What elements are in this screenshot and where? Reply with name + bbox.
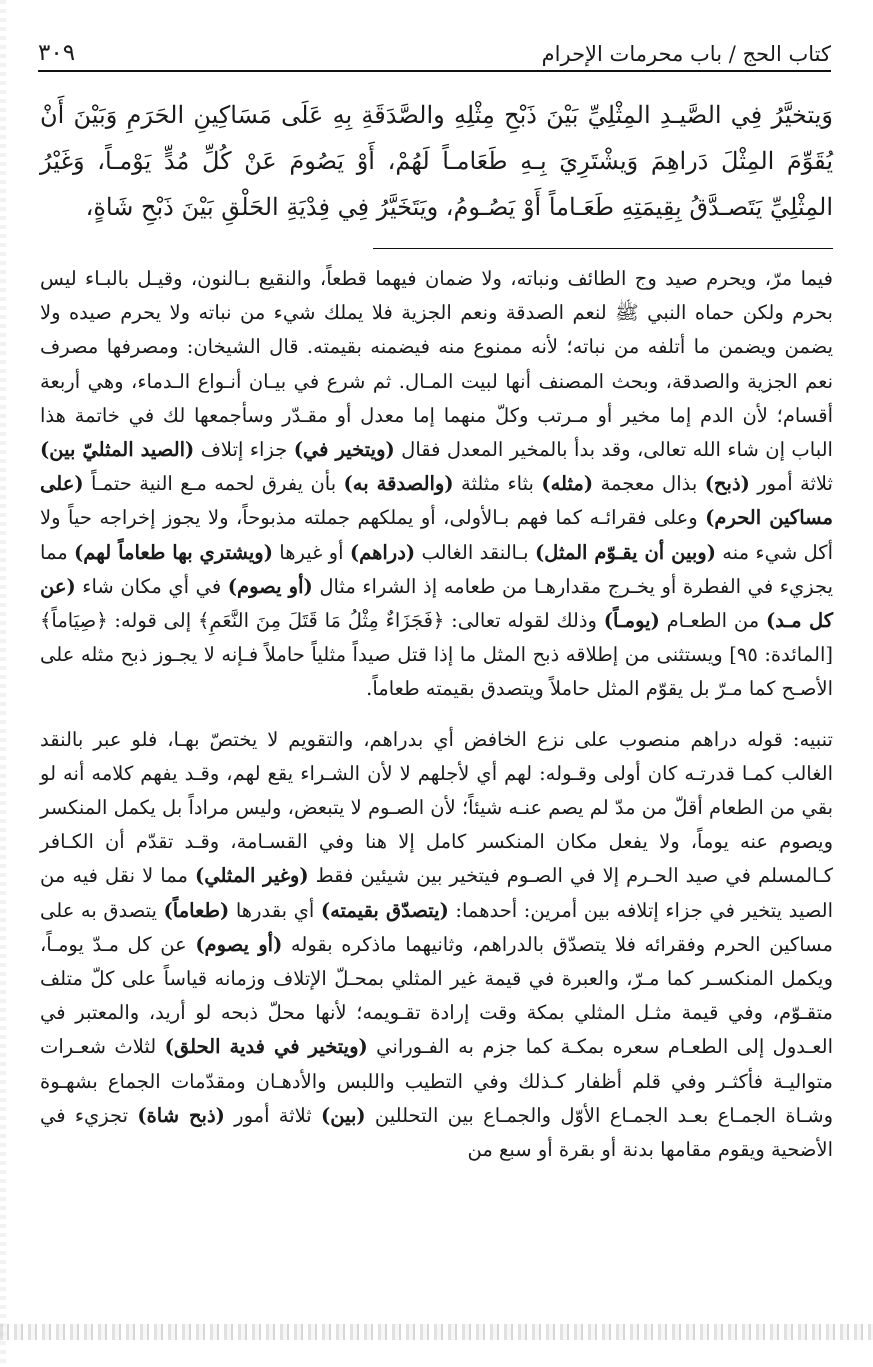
commentary-matn-quote: (ذبح) [704, 472, 750, 496]
commentary-run: ثلاثة أمور [749, 472, 833, 496]
commentary-run: وعلى فقرائـه كما فهم بـالأولى، أو يملكهم جملته مذبوحاً، ولا يجوز إخراجه حياً ولا أكل شيء منه [40, 506, 833, 564]
commentary-run: فيما مرّ، ويحرم صيد وج الطائف ونباته، ولا ضمان فيهما قطعاً، والنقيع بـالنون، وقيـل بالبـاء ليس بحرم ولكن حماه النبي ﷺ لنعم الصدقة ونعم الجزية فلا يملك شيء من نباته ولا يحرم صيده ولا يضمن ويضمن ما أتلفه من نباته؛ لأنه ممنوع منه فيضمنه بقيمته. قال الشيخان: ومصرفها مصرف نعم الجزية والصدقة، وبحث المصنف أنها لبيت المـال. ثم شرع في بيـان أنـواع الـدماء، وهي أربعة أقسام؛ لأن الدم إما مخير أو مـرتب وكلّ منهما إما معدل أو مقـدّر وسأجمعها لك في خاتمة هذا الباب إن شاء الله تعالى، وقد بدأ بالمخير المعدل فقال [40, 267, 833, 462]
commentary-run: أو غيرها [272, 540, 350, 564]
commentary-run: في أي مكان شاء [75, 574, 228, 598]
commentary-matn-quote: (بين) [321, 1103, 366, 1127]
commentary-matn-quote: (ويتخير في فدية الحلق) [164, 1035, 368, 1059]
page-number: ٣٠٩ [38, 40, 76, 66]
commentary-run: بأن يفرق لحمه مـع النية حتمـاً [83, 472, 344, 496]
commentary-run: مما يجزيء في الفطرة أو يخـرج مقدارهـا من طعامه إذ الشراء مثال [40, 540, 833, 598]
commentary-run: أي بقدرها [229, 898, 321, 922]
commentary-run: جزاء إتلاف [194, 438, 294, 462]
commentary-matn-quote: (وغير المثلي) [195, 864, 309, 888]
commentary-matn-quote: (أو يصوم) [195, 932, 283, 956]
commentary-run: بذال معجمة [593, 472, 705, 496]
commentary-paragraph-1 [40, 262, 833, 707]
commentary-matn-quote: (ويتخير في) [293, 438, 395, 462]
commentary-run: بـالنقد الغالب [415, 540, 535, 564]
commentary-run: يتصدق به على مساكين الحرم وفقرائه فلا يتصدّق بالدراهم، وثانيهما ماذكره بقوله [40, 898, 833, 956]
commentary-run: ثلاثة أمور [224, 1103, 322, 1127]
commentary-matn-quote: (وبين أن يقـوّم المثل) [534, 540, 716, 564]
commentary-matn-quote: (مثله) [541, 472, 594, 496]
main-text [40, 92, 833, 230]
footnote-divider [373, 248, 833, 249]
commentary-matn-quote: (الصيد المثليّ بين) [40, 438, 195, 462]
commentary-matn-quote: (يتصدّق بقيمته) [320, 898, 449, 922]
commentary-matn-quote: (أو يصوم) [227, 574, 313, 598]
commentary-matn-quote: (ويشتري بها طعاماً لهم) [74, 540, 273, 564]
commentary-matn-quote: (والصدقة به) [343, 472, 454, 496]
commentary-matn-quote: (دراهم) [349, 540, 416, 564]
commentary-run: وذلك لقوله تعالى: ﴿فَجَزَاءٌ مِثْلُ مَا قَتَلَ مِنَ النَّعَمِ﴾ إلى قوله: ﴿صِيَاماً﴾ [المائدة: ٩٥] ويستثنى من إطلاقه ذبح المثل ما إذا قتل صيداً مثلياً حاملاً فـإنه لا يجـوز ذبح مثله على الأصـح كما مـرّ بل يقوّم المثل حاملاً ويتصدق بقيمته طعاماً. [40, 609, 833, 701]
commentary-run: من الطعـام [659, 609, 766, 633]
commentary-matn-quote: (على مساكين الحرم) [40, 472, 834, 530]
scan-bottom-border [0, 1324, 873, 1340]
commentary-run: لثلاث شعـرات متواليـة فأكثـر وفي قلم أظفار كـذلك وفي التطيب واللبس والأدهـان ومقدّمات الجماع بشهـوة وشـاة الجمـاع بعـد الجمـاع الأوّل والجمـاع بين التحللين [40, 1035, 833, 1127]
commentary-run: عن كل مـدّ يومـاً، ويكمل المنكسـر كما مـرّ، والعبرة في قيمة غير المثلي بمحـلّ الإتلاف وزمانه قياساً على كلّ متلف متقـوّم، وفي قيمة مثـل المثلي بمكة وقت إرادة تقـويمه؛ لأنها محلّ ذبحه لو أريد، والمعتبر في العـدول إلى الطعـام سعره بمكـة كما جزم به الفـوراني [40, 932, 833, 1059]
commentary-matn-quote: (يومـاً) [603, 609, 660, 633]
commentary-matn-quote: (عن كل مـد) [40, 574, 834, 633]
commentary-matn-quote: (ذبح شاة) [137, 1103, 225, 1127]
commentary-run: بثاء مثلثة [453, 472, 542, 496]
commentary-run: مما لا نقل فيه من الصيد يتخير في جزاء إتلافه بين أمرين: أحدهما: [40, 864, 833, 922]
running-header [38, 30, 831, 72]
commentary-run: تنبيه: قوله دراهم منصوب على نزع الخافض أي بدراهم، والتقويم لا يختصّ بهـا، فلو عبر بالنقد الغالب كمـا قدرتـه كان أولى وقـوله: لهم أي لأجلهم لا لأن الشـراء يقع لهم، وقـد يفهم كلامه أنه لو بقي من الطعام أقلّ من مدّ لم يصم عنـه شيئاً؛ لأن الصـوم لا يتبعض، وليس مراداً بل يكمل المنكسر ويصوم عنه يوماً، ولا يفعل مكان المنكسر كامل إلا هنا وفي القسـامة، وقـد تقدّم أن الكـافر كـالمسلم في صيد الحـرم إلا في الصـوم فيتخير بين شيئين فقط [39, 727, 833, 888]
commentary-paragraph-2 [40, 723, 833, 1168]
main-text-paragraph: وَيتخيَّرُ فِي الصَّيـدِ المِثْلِيِّ بَيْنَ ذَبْحِ مِثْلِهِ والصَّدَقَةِ بِهِ عَلَى مَسَاكِينِ الحَرَمِ وَبَيْنَ أَنْ يُقَوِّمَ المِثْلَ دَراهِمَ وَيشْتَرِيَ بِـهِ طَعَامـاً لَهُمْ، أَوْ يَصُومَ عَنْ كُلِّ مُدٍّ يَوْمـاً، وَغَيْرُ المِثْلِيِّ يَتَصـدَّقُ بِقِيمَتِهِ طَعَـاماً أَوْ يَصُـومُ، ويَتَخَيَّرُ فِي فِدْيَةِ الحَلْقِ بَيْنَ ذَبْحِ شَاةٍ، [40, 101, 833, 221]
commentary [40, 262, 833, 1167]
commentary-matn-quote: (طعاماً) [163, 898, 230, 922]
chapter-title: كتاب الحج / باب محرمات الإحرام [541, 42, 831, 66]
commentary-run: تجزيء في الأضحية ويقوم مقامها بدنة أو بقرة أو سبع من [40, 1103, 833, 1162]
